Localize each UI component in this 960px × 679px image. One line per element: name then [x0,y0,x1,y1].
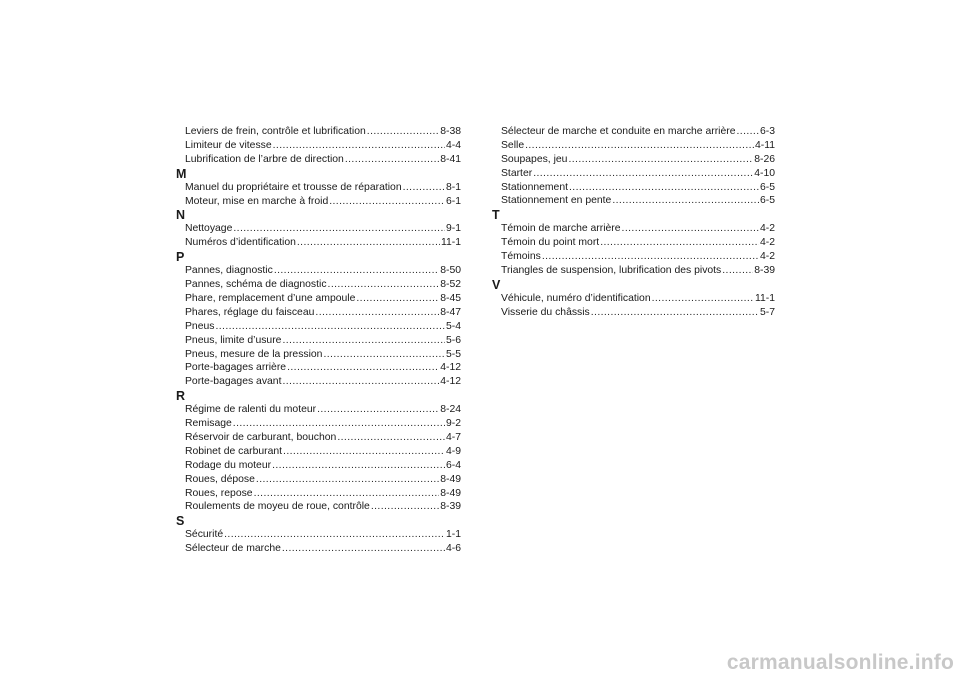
index-entry-label: Rodage du moteur [185,459,272,471]
index-entry-page: 6-3 [759,126,775,137]
index-section-letter: S [176,514,185,529]
dot-leader [215,320,445,334]
index-entry-label: Moteur, mise en marche à froid [185,195,329,207]
index-entry [176,542,461,556]
dot-leader [533,167,753,181]
index-entry-page: 11-1 [440,237,461,249]
index-entry [492,292,775,306]
index-entry-page: 4-7 [445,432,461,444]
dot-leader [297,236,440,250]
index-entry-label: Pneus [185,320,215,332]
index-entry-label: Leviers de frein, contrôle et lubrification [185,126,366,137]
dot-leader [282,375,439,389]
index-entry [492,264,775,278]
dot-leader [525,139,754,153]
index-entry-label: Témoins [501,251,541,263]
index-entry-page: 4-12 [440,362,461,374]
index-entry [492,153,775,167]
dot-leader [233,222,445,236]
dot-leader [233,417,445,431]
index-entry [492,222,775,236]
index-entry [176,195,461,209]
index-entry [176,334,461,348]
dot-leader [323,348,445,362]
index-entry [176,445,461,459]
index-entry-label: Stationnement en pente [501,195,612,207]
index-entry-label: Pneus, mesure de la pression [185,348,323,360]
index-section-letter: P [176,250,185,265]
dot-leader [315,306,439,320]
index-entry [176,125,461,139]
index-entry-label: Limiteur de vitesse [185,139,272,151]
index-entry-label: Phares, réglage du faisceau [185,306,315,318]
index-entry-page: 4-4 [445,139,461,151]
dot-leader [287,361,439,375]
dot-leader [337,431,445,445]
dot-leader [345,153,439,167]
index-entry [492,306,775,320]
index-entry-label: Roulements de moyeu de roue, contrôle [185,501,370,513]
index-entry-label: Sélecteur de marche [185,543,281,555]
index-entry-page: 4-10 [754,167,775,179]
index-entry [176,153,461,167]
index-entry-label: Porte-bagages arrière [185,362,287,374]
index-entry [492,139,775,153]
dot-leader [568,153,753,167]
index-entry-page: 5-6 [445,334,461,346]
index-entry [492,250,775,264]
index-entry [176,222,461,236]
index-entry-label: Triangles de suspension, lubrification des pivots [501,265,722,277]
index-entry-page: 8-50 [440,265,461,277]
index-entry-label: Starter [501,167,533,179]
dot-leader [328,278,440,292]
dot-leader [371,500,439,514]
index-entry-page: 5-4 [445,320,461,332]
dot-leader [591,306,759,320]
dot-leader [569,181,759,195]
index-entry [176,431,461,445]
dot-leader [600,236,759,250]
dot-leader [272,459,445,473]
index-entry-page: 8-47 [440,306,461,318]
index-entry [176,417,461,431]
index-entry-page: 6-5 [759,195,775,207]
index-entry-page: 9-2 [445,418,461,430]
index-entry-page: 8-39 [754,265,775,277]
dot-leader [367,125,439,139]
index-entry-label: Selle [501,139,525,151]
index-entry-page: 4-2 [759,237,775,249]
index-section-letter: V [492,277,501,292]
index-entry-page: 5-5 [445,348,461,360]
index-entry-label: Régime de ralenti du moteur [185,404,317,416]
index-entry-page: 4-2 [759,223,775,235]
dot-leader [622,222,759,236]
index-entry-page: 8-45 [440,293,461,305]
index-entry-page: 8-38 [440,126,461,137]
index-column-right [492,125,775,320]
index-entry [176,306,461,320]
index-entry-label: Stationnement [501,181,569,193]
index-entry [176,278,461,292]
index-entry [176,459,461,473]
index-entry-page: 4-6 [445,543,461,555]
index-entry-label: Porte-bagages avant [185,376,282,388]
dot-leader [722,264,753,278]
index-entry-label: Pneus, limite d’usure [185,334,282,346]
index-entry-label: Pannes, schéma de diagnostic [185,279,327,291]
dot-leader [356,292,439,306]
index-entry-page: 4-11 [754,139,775,151]
index-entry-label: Témoin du point mort [501,237,600,249]
index-entry-page: 8-52 [440,279,461,291]
index-entry-label: Remisage [185,418,232,430]
index-entry-label: Témoin de marche arrière [501,223,621,235]
index-entry [176,348,461,362]
dot-leader [317,403,439,417]
index-entry-label: Sélecteur de marche et conduite en marche arrière [501,126,736,137]
index-entry-label: Roues, repose [185,487,253,499]
dot-leader [542,250,759,264]
index-entry-label: Lubrification de l’arbre de direction [185,153,344,165]
index-entry-page: 4-2 [759,251,775,263]
index-entry-label: Soupapes, jeu [501,153,568,165]
index-section-letter: T [492,208,500,223]
index-entry [176,500,461,514]
index-entry-page: 9-1 [445,223,461,235]
watermark: carmanualsonline.info [726,651,954,674]
index-entry-label: Sécurité [185,529,224,541]
index-entry [176,181,461,195]
index-entry [176,264,461,278]
dot-leader [652,292,754,306]
index-entry-label: Réservoir de carburant, bouchon [185,432,337,444]
index-entry-page: 6-1 [445,195,461,207]
index-entry-page: 1-1 [445,529,461,541]
index-entry-page: 8-49 [440,473,461,485]
index-entry-page: 8-39 [440,501,461,513]
dot-leader [224,528,445,542]
index-entry-page: 4-12 [440,376,461,388]
index-entry-page: 11-1 [754,292,775,304]
index-entry-label: Manuel du propriétaire et trousse de réparation [185,181,402,193]
dot-leader [737,125,759,139]
index-column-left [176,125,461,556]
dot-leader [283,445,445,459]
index-section-letter: R [176,389,186,404]
index-entry [492,236,775,250]
index-entry-page: 8-41 [440,153,461,165]
index-entry-page: 8-26 [754,153,775,165]
index-entry [176,292,461,306]
index-entry [492,181,775,195]
index-entry [176,375,461,389]
index-entry-page: 5-7 [759,306,775,318]
index-entry-label: Véhicule, numéro d’identification [501,292,651,304]
index-entry [492,194,775,208]
dot-leader [282,542,445,556]
index-entry [176,320,461,334]
index-entry [176,473,461,487]
index-entry [176,236,461,250]
index-section-letter: M [176,166,187,181]
index-entry [176,361,461,375]
dot-leader [274,264,439,278]
index-entry-label: Pannes, diagnostic [185,265,273,277]
index-entry-label: Robinet de carburant [185,445,283,457]
index-entry-label: Roues, dépose [185,473,255,485]
index-entry [492,125,775,139]
index-entry [492,167,775,181]
dot-leader [403,181,445,195]
dot-leader [282,334,445,348]
dot-leader [612,194,759,208]
index-entry-page: 8-1 [445,181,461,193]
dot-leader [256,473,439,487]
index-entry-page: 6-5 [759,181,775,193]
index-entry-page: 4-9 [445,445,461,457]
dot-leader [273,139,445,153]
index-entry-label: Visserie du châssis [501,306,590,318]
index-entry [176,487,461,501]
index-entry-page: 6-4 [445,459,461,471]
index-entry [176,528,461,542]
dot-leader [329,195,445,209]
index-entry-page: 8-24 [440,404,461,416]
dot-leader [254,487,440,501]
index-section-letter: N [176,208,186,223]
index-entry-page: 8-49 [440,487,461,499]
index-entry-label: Phare, remplacement d’une ampoule [185,293,356,305]
index-entry-label: Numéros d’identification [185,237,296,249]
index-entry [176,139,461,153]
index-entry [176,403,461,417]
index-entry-label: Nettoyage [185,223,233,235]
